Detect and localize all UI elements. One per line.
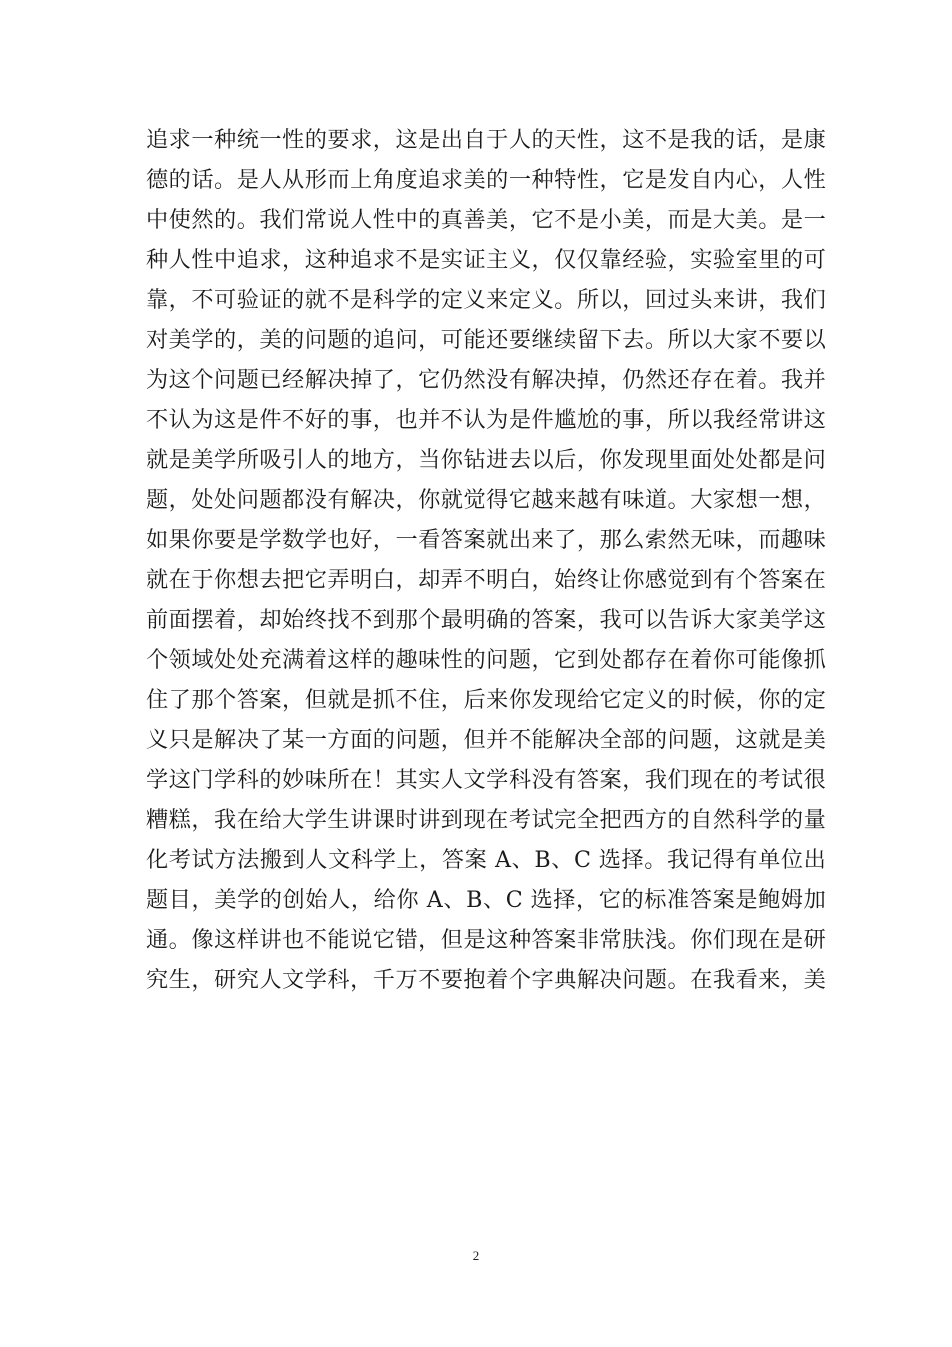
text-line: 中使然的。我们常说人性中的真善美，它不是小美，而是大美。是一 — [146, 207, 826, 233]
text-line: 对美学的，美的问题的追问，可能还要继续留下去。所以大家不要以 — [146, 327, 826, 353]
text-line: 糟糕，我在给大学生讲课时讲到现在考试完全把西方的自然科学的量 — [146, 807, 826, 833]
text-line: 靠，不可验证的就不是科学的定义来定义。所以，回过头来讲，我们 — [146, 287, 826, 313]
text-line: 追求一种统一性的要求，这是出自于人的天性，这不是我的话，是康 — [146, 127, 826, 153]
text-line: 义只是解决了某一方面的问题，但并不能解决全部的问题，这就是美 — [146, 727, 826, 753]
text-line: 就在于你想去把它弄明白，却弄不明白，始终让你感觉到有个答案在 — [146, 567, 826, 593]
text-line: 个领域处处充满着这样的趣味性的问题，它到处都存在着你可能像抓 — [146, 647, 826, 673]
text-line: 题，处处问题都没有解决，你就觉得它越来越有味道。大家想一想， — [146, 487, 826, 513]
text-line: 就是美学所吸引人的地方，当你钻进去以后，你发现里面处处都是问 — [146, 447, 826, 473]
text-line: 种人性中追求，这种追求不是实证主义，仅仅靠经验，实验室里的可 — [146, 247, 826, 273]
text-line: 通。像这样讲也不能说它错，但是这种答案非常肤浅。你们现在是研 — [146, 927, 826, 953]
text-line: 前面摆着，却始终找不到那个最明确的答案，我可以告诉大家美学这 — [146, 607, 826, 633]
text-line: 化考试方法搬到人文科学上，答案 A、B、C 选择。我记得有单位出 — [146, 847, 826, 873]
text-line: 为这个问题已经解决掉了，它仍然没有解决掉，仍然还存在着。我并 — [146, 367, 826, 393]
text-line: 住了那个答案，但就是抓不住，后来你发现给它定义的时候，你的定 — [146, 687, 826, 713]
text-line: 学这门学科的妙味所在！其实人文学科没有答案，我们现在的考试很 — [146, 767, 826, 793]
text-line: 如果你要是学数学也好，一看答案就出来了，那么索然无味，而趣味 — [146, 527, 826, 553]
page-number: 2 — [472, 1248, 480, 1263]
text-line: 题目，美学的创始人，给你 A、B、C 选择，它的标准答案是鲍姆加 — [146, 887, 826, 913]
text-line: 究生，研究人文学科，千万不要抱着个字典解决问题。在我看来，美 — [146, 967, 826, 993]
body-text — [146, 120, 826, 1000]
text-line: 德的话。是人从形而上角度追求美的一种特性，它是发自内心，人性 — [146, 167, 826, 193]
text-line: 不认为这是件不好的事，也并不认为是件尴尬的事，所以我经常讲这 — [146, 407, 826, 433]
